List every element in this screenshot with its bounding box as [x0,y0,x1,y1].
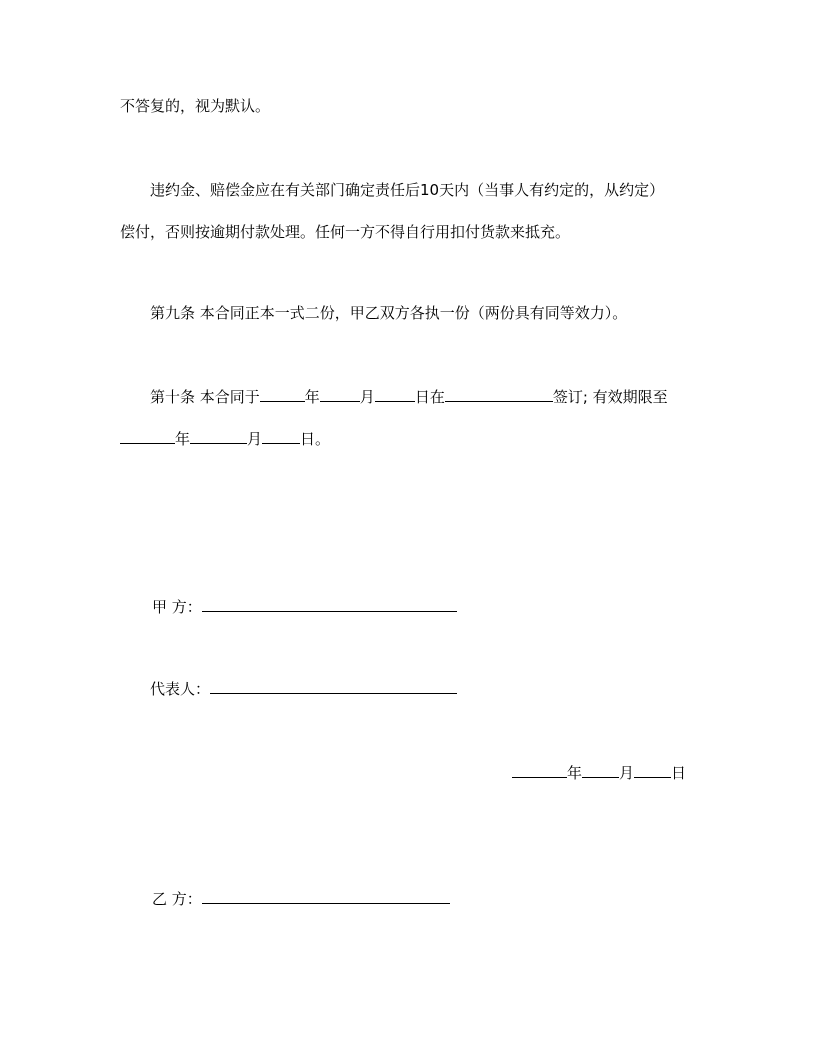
blank-place-field[interactable] [445,386,553,402]
paragraph-text: 违约金、赔偿金应在有关部门确定责任后10天内（当事人有约定的，从约定） [150,181,665,199]
month-label: 月 [247,430,263,448]
blank-month-field[interactable] [320,386,360,402]
day-label: 日。 [300,430,331,448]
representative-row [150,678,457,699]
year-label: 年 [175,430,191,448]
month-label: 月 [359,388,375,406]
paragraph-text: 不答复的，视为默认。 [120,97,271,115]
representative-signature-field[interactable] [210,678,457,694]
article-ten-prefix: 第十条 本合同于 [150,388,260,406]
article-ten-line2 [120,428,330,449]
date-month-label: 月 [619,764,635,782]
article-nine [150,303,627,323]
year-label: 年 [304,388,320,406]
date-day-label: 日 [671,764,687,782]
article-ten-line1 [150,386,668,407]
party-a-signature-field[interactable] [202,596,457,612]
blank-expiry-day-field[interactable] [262,428,300,444]
signature-date-row [512,762,686,783]
blank-day-field[interactable] [375,386,415,402]
representative-label: 代表人： [150,680,211,698]
party-a-label: 甲 方： [152,598,202,616]
party-b-signature-field[interactable] [202,888,450,904]
paragraph-default-consent [120,96,270,116]
blank-year-field[interactable] [260,386,305,402]
date-year-label: 年 [567,764,583,782]
party-a-row [152,596,457,617]
paragraph-penalty-line2 [120,222,570,242]
paragraph-text: 偿付，否则按逾期付款处理。任何一方不得自行用扣付货款来抵充。 [120,223,571,241]
date-year-field[interactable] [512,762,567,778]
party-b-label: 乙 方： [152,890,202,908]
date-month-field[interactable] [582,762,619,778]
blank-expiry-year-field[interactable] [120,428,175,444]
article-text: 第九条 本合同正本一式二份，甲乙双方各执一份（两份具有同等效力）。 [150,304,628,322]
party-b-row [152,888,450,909]
date-day-field[interactable] [634,762,671,778]
signed-label: 签订; 有效期限至 [552,388,668,406]
blank-expiry-month-field[interactable] [190,428,247,444]
day-at-label: 日在 [414,388,445,406]
paragraph-penalty-line1 [150,180,664,200]
